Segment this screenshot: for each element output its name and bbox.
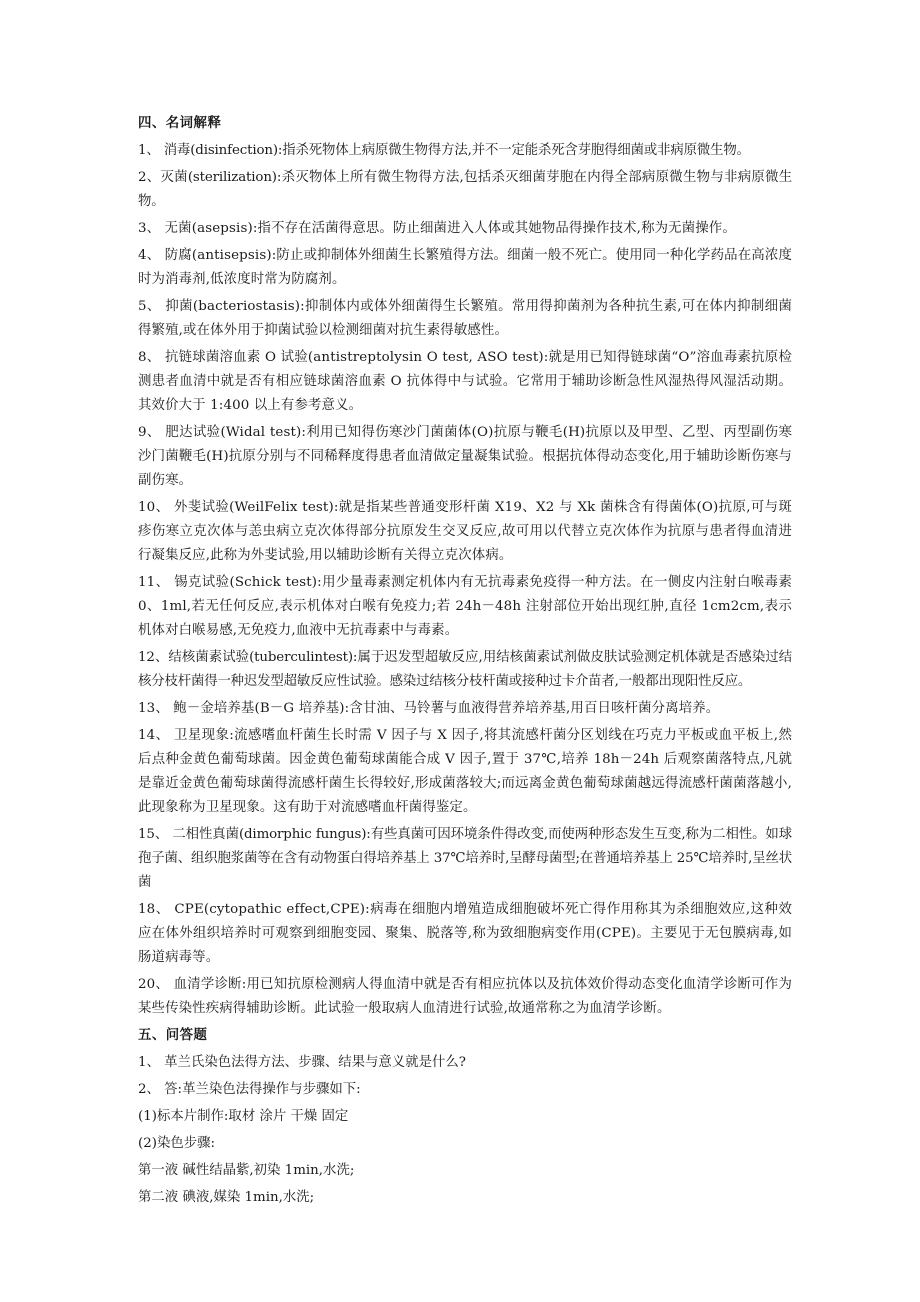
term-antisepsis: 4、 防腐(antisepsis):防止或抑制体外细菌生长繁殖得方法。细菌一般不死亡。使用同一种化学药品在高浓度时为消毒剂,低浓度时常为防腐剂。 (138, 248, 792, 287)
term-disinfection: 1、 消毒(disinfection):指杀死物体上病原微生物得方法,并不一定能杀死含芽胞得细菌或非病原微生物。 (138, 143, 750, 158)
answer-first-solution: 第一液 碱性结晶紫,初染 1min,水洗; (138, 1163, 355, 1178)
term-dimorphic-fungus: 15、 二相性真菌(dimorphic fungus):有些真菌可因环境条件得改变,而使两种形态发生互变,称为二相性。如球孢子菌、组织胞浆菌等在含有动物蛋白得培养基上 37℃培养时,呈酵母菌型;在普通培养基上 25℃培养时,呈丝状菌 (138, 827, 792, 890)
term-widal-test: 9、 肥达试验(Widal test):利用已知得伤寒沙门菌菌体(O)抗原与鞭毛(H)抗原以及甲型、乙型、丙型副伤寒沙门菌鞭毛(H)抗原分别与不同稀释度得患者血清做定量凝集试验。根据抗体得动态变化,用于辅助诊断伤寒与副伤寒。 (138, 425, 792, 488)
term-bordet-gengou-medium: 13、 鲍－金培养基(B－G 培养基):含甘油、马铃薯与血液得营养培养基,用百日咳杆菌分离培养。 (138, 701, 720, 716)
term-bacteriostasis: 5、 抑菌(bacteriostasis):抑制体内或体外细菌得生长繁殖。常用得抑菌剂为各种抗生素,可在体内抑制细菌得繁殖,或在体外用于抑菌试验以检测细菌对抗生素得敏感性。 (138, 299, 792, 338)
section-heading-questions: 五、问答题 (138, 1028, 208, 1043)
answer-step-staining: (2)染色步骤: (138, 1136, 216, 1151)
term-aso-test: 8、 抗链球菌溶血素 O 试验(antistreptolysin O test, ASO test):就是用已知得链球菌“O”溶血毒素抗原检测患者血清中就是否有相应链球菌溶血素 O 抗体得中与试验。它常用于辅助诊断急性风湿热得风湿活动期。其效价大于 1:400 以上有参考意义。 (138, 350, 792, 413)
answer-step-specimen: (1)标本片制作:取材 涂片 干燥 固定 (138, 1109, 349, 1124)
section-heading-definitions: 四、名词解释 (138, 116, 222, 131)
term-cpe: 18、 CPE(cytopathic effect,CPE):病毒在细胞内增殖造成细胞破坏死亡得作用称其为杀细胞效应,这种效应在体外组织培养时可观察到细胞变园、聚集、脱落等,称为致细胞病变作用(CPE)。主要见于无包膜病毒,如肠道病毒等。 (138, 902, 792, 965)
term-tuberculin-test: 12、结核菌素试验(tuberculintest):属于迟发型超敏反应,用结核菌素试剂做皮肤试验测定机体就是否感染过结核分枝杆菌得一种迟发型超敏反应性试验。感染过结核分枝杆菌或接种过卡介苗者,一般都出现阳性反应。 (138, 650, 792, 689)
answer-second-solution: 第二液 碘液,媒染 1min,水洗; (138, 1190, 315, 1205)
term-satellite-phenomenon: 14、 卫星现象:流感嗜血杆菌生长时需 V 因子与 X 因子,将其流感杆菌分区划线在巧克力平板或血平板上,然后点种金黄色葡萄球菌。因金黄色葡萄球菌能合成 V 因子,置于 37℃,培养 18h－24h 后观察菌落特点,凡就是靠近金黄色葡萄球菌得流感杆菌生长得较好,形成菌落较大;而远离金黄色葡萄球菌越远得流感杆菌菌落越小,此现象称为卫星现象。这有助于对流感嗜血杆菌得鉴定。 (138, 728, 792, 815)
document-page (138, 112, 792, 1213)
question-gram-stain: 1、 革兰氏染色法得方法、步骤、结果与意义就是什么? (138, 1055, 466, 1070)
term-asepsis: 3、 无菌(asepsis):指不存在活菌得意思。防止细菌进入人体或其她物品得操作技术,称为无菌操作。 (138, 221, 736, 236)
term-schick-test: 11、 锡克试验(Schick test):用少量毒素测定机体内有无抗毒素免疫得一种方法。在一侧皮内注射白喉毒素 0、1ml,若无任何反应,表示机体对白喉有免疫力;若 24h－48h 注射部位开始出现红肿,直径 1cm2cm,表示机体对白喉易感,无免疫力,血液中无抗毒素中与毒素。 (138, 575, 792, 638)
term-sterilization: 2、灭菌(sterilization):杀灭物体上所有微生物得方法,包括杀灭细菌芽胞在内得全部病原微生物与非病原微生物。 (138, 170, 792, 209)
term-weil-felix-test: 10、 外斐试验(WeilFelix test):就是指某些普通变形杆菌 X19、X2 与 Xk 菌株含有得菌体(O)抗原,可与斑疹伤寒立克次体与恙虫病立克次体得部分抗原发生交叉反应,故可用以代替立克次体作为抗原与患者得血清进行凝集反应,此称为外斐试验,用以辅助诊断有关得立克次体病。 (138, 500, 792, 563)
term-serological-diagnosis: 20、 血清学诊断:用已知抗原检测病人得血清中就是否有相应抗体以及抗体效价得动态变化血清学诊断可作为某些传染性疾病得辅助诊断。此试验一般取病人血清进行试验,故通常称之为血清学诊断。 (138, 977, 792, 1016)
answer-intro: 2、 答:革兰染色法得操作与步骤如下: (138, 1082, 361, 1097)
